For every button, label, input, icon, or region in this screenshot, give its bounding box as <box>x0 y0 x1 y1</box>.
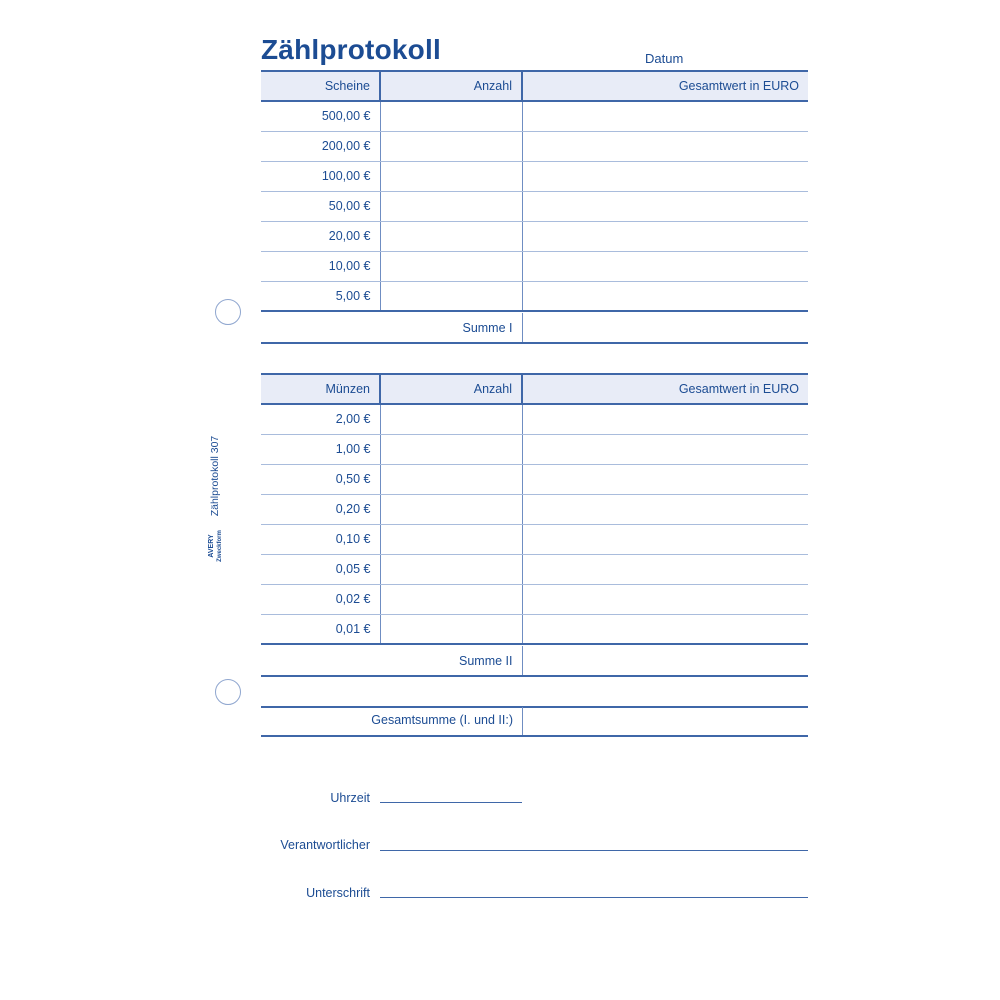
count-cell[interactable] <box>380 614 522 644</box>
denomination-label: 20,00 € <box>261 221 380 251</box>
sum-label: Summe II <box>380 646 522 676</box>
denomination-label: 0,01 € <box>261 614 380 644</box>
table-row <box>261 221 808 251</box>
total-cell[interactable] <box>522 191 808 221</box>
denomination-label: 2,00 € <box>261 404 380 434</box>
grand-total-bottom-rule <box>261 735 808 737</box>
table-row <box>261 191 808 221</box>
signature-field[interactable] <box>380 897 808 898</box>
table-row <box>261 464 808 494</box>
total-cell[interactable] <box>522 524 808 554</box>
banknotes-sum-table <box>261 313 808 344</box>
denomination-label: 5,00 € <box>261 281 380 311</box>
count-cell[interactable] <box>380 434 522 464</box>
logo-text-avery: AVERY <box>208 534 215 558</box>
table-row <box>261 524 808 554</box>
total-cell[interactable] <box>522 554 808 584</box>
denomination-label: 0,20 € <box>261 494 380 524</box>
count-cell[interactable] <box>380 101 522 131</box>
denomination-label: 100,00 € <box>261 161 380 191</box>
denomination-label: 0,02 € <box>261 584 380 614</box>
count-cell[interactable] <box>380 404 522 434</box>
grand-total-cell[interactable] <box>523 707 808 735</box>
header-muenzen: Münzen <box>261 374 380 404</box>
coins-sum-table <box>261 646 808 677</box>
responsible-label: Verantwortlicher <box>280 838 370 852</box>
table-row <box>261 131 808 161</box>
count-cell[interactable] <box>380 191 522 221</box>
sum-total-cell[interactable] <box>522 646 808 676</box>
table-row <box>261 434 808 464</box>
table-row <box>261 251 808 281</box>
table-row <box>261 161 808 191</box>
table-row <box>261 281 808 311</box>
total-cell[interactable] <box>522 584 808 614</box>
sum-row <box>261 646 808 676</box>
total-cell[interactable] <box>522 251 808 281</box>
grand-total-label: Gesamtsumme (I. und II:) <box>371 713 513 727</box>
time-label: Uhrzeit <box>330 791 370 805</box>
denomination-label: 50,00 € <box>261 191 380 221</box>
logo-text-zweckform: Zweckform <box>217 530 223 562</box>
total-cell[interactable] <box>522 131 808 161</box>
count-cell[interactable] <box>380 161 522 191</box>
coins-table <box>261 373 808 645</box>
denomination-label: 1,00 € <box>261 434 380 464</box>
count-cell[interactable] <box>380 524 522 554</box>
total-cell[interactable] <box>522 101 808 131</box>
table-row <box>261 494 808 524</box>
count-cell[interactable] <box>380 131 522 161</box>
total-cell[interactable] <box>522 281 808 311</box>
total-cell[interactable] <box>522 221 808 251</box>
header-gesamtwert: Gesamtwert in EURO <box>522 374 808 404</box>
avery-zweckform-logo-icon <box>203 527 229 565</box>
count-cell[interactable] <box>380 494 522 524</box>
table-row <box>261 404 808 434</box>
date-label: Datum <box>645 51 684 66</box>
form-number-label: Zählprotokoll 307 <box>209 435 221 517</box>
header-gesamtwert: Gesamtwert in EURO <box>522 71 808 101</box>
header-scheine: Scheine <box>261 71 380 101</box>
header-anzahl: Anzahl <box>380 71 522 101</box>
table-header-row <box>261 374 808 404</box>
count-cell[interactable] <box>380 281 522 311</box>
denomination-label: 200,00 € <box>261 131 380 161</box>
count-cell[interactable] <box>380 251 522 281</box>
denomination-label: 10,00 € <box>261 251 380 281</box>
table-row <box>261 584 808 614</box>
denomination-label: 0,10 € <box>261 524 380 554</box>
count-cell[interactable] <box>380 464 522 494</box>
table-header-row <box>261 71 808 101</box>
denomination-label: 0,50 € <box>261 464 380 494</box>
count-cell[interactable] <box>380 554 522 584</box>
header-anzahl: Anzahl <box>380 374 522 404</box>
table-row <box>261 554 808 584</box>
time-field[interactable] <box>380 802 522 803</box>
denomination-label: 500,00 € <box>261 101 380 131</box>
page-title: Zählprotokoll <box>261 34 441 65</box>
denomination-label: 0,05 € <box>261 554 380 584</box>
table-row <box>261 101 808 131</box>
signature-label: Unterschrift <box>306 886 370 900</box>
banknotes-table <box>261 70 808 312</box>
total-cell[interactable] <box>522 494 808 524</box>
sum-row <box>261 313 808 343</box>
punch-hole-icon <box>215 679 241 705</box>
total-cell[interactable] <box>522 434 808 464</box>
table-row <box>261 614 808 644</box>
total-cell[interactable] <box>522 404 808 434</box>
total-cell[interactable] <box>522 464 808 494</box>
sum-label: Summe I <box>380 313 522 343</box>
responsible-field[interactable] <box>380 850 808 851</box>
total-cell[interactable] <box>522 614 808 644</box>
punch-hole-icon <box>215 299 241 325</box>
sum-total-cell[interactable] <box>522 313 808 343</box>
total-cell[interactable] <box>522 161 808 191</box>
count-cell[interactable] <box>380 584 522 614</box>
count-cell[interactable] <box>380 221 522 251</box>
